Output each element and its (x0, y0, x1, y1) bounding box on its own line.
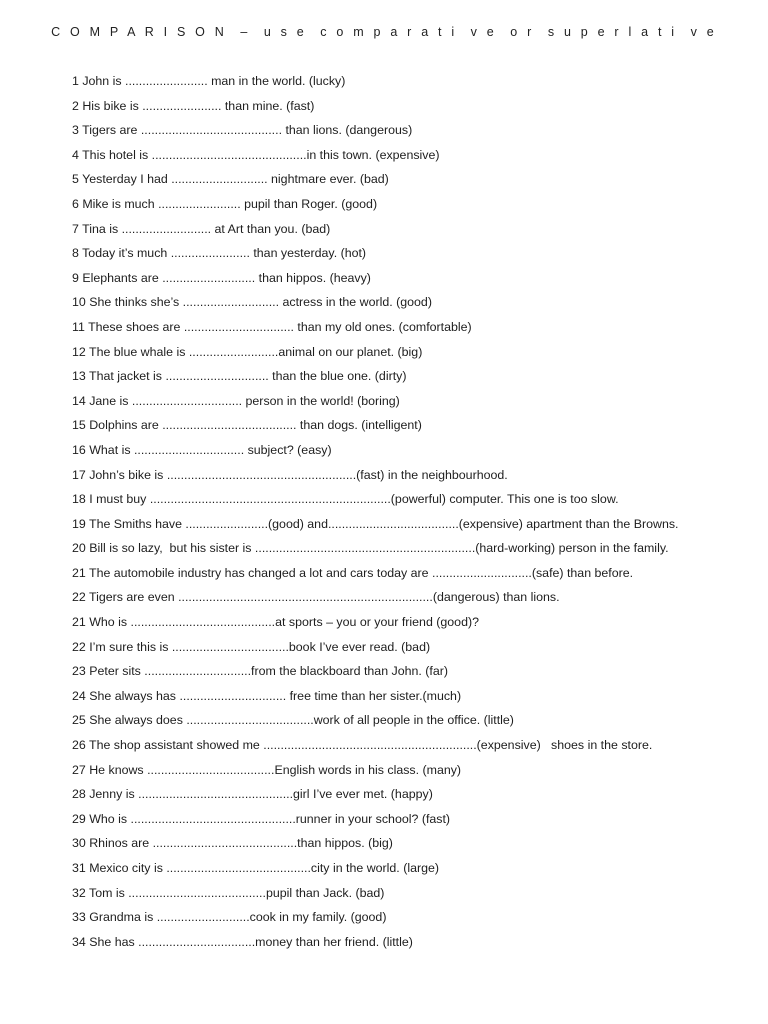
exercise-item: 22 Tigers are even ..........................................................................(dangerous) than lions. (72, 590, 560, 605)
worksheet-title: C O M P A R I S O N – u s e c o m p a r a t i v e o r s u p e r l a t i v e (51, 25, 717, 39)
exercise-item: 28 Jenny is .............................................girl I’ve ever met. (happy) (72, 787, 433, 802)
exercise-item: 21 The automobile industry has changed a lot and cars today are .............................(safe) than before. (72, 565, 634, 580)
exercise-item: 11 These shoes are ................................ than my old ones. (comfortable) (72, 319, 472, 334)
exercise-item: 3 Tigers are ......................................... than lions. (dangerous) (72, 123, 413, 138)
exercise-item: 33 Grandma is ...........................cook in my family. (good) (72, 910, 387, 925)
exercise-item: 21 Who is ..........................................at sports – you or your friend (good)? (72, 615, 479, 630)
exercise-item: 22 I’m sure this is ..................................book I’ve ever read. (bad) (72, 639, 431, 654)
exercise-item: 29 Who is ................................................runner in your school? (fast) (72, 811, 451, 826)
exercise-item: 30 Rhinos are ..........................................than hippos. (big) (72, 836, 393, 851)
exercise-item: 32 Tom is ........................................pupil than Jack. (bad) (72, 885, 385, 900)
exercise-item: 14 Jane is ................................ person in the world! (boring) (72, 393, 400, 408)
exercise-item: 23 Peter sits ...............................from the blackboard than John. (far) (72, 664, 449, 679)
exercise-item: 16 What is ................................ subject? (easy) (72, 442, 332, 457)
exercise-item: 1 John is ........................ man in the world. (lucky) (72, 74, 346, 88)
exercise-item: 18 I must buy ......................................................................(powerful) computer. This one is too slow. (72, 492, 619, 507)
exercise-item: 24 She always has ............................... free time than her sister.(much) (72, 688, 462, 703)
exercise-item: 7 Tina is .......................... at Art than you. (bad) (72, 221, 331, 236)
exercise-item: 2 His bike is ....................... than mine. (fast) (72, 98, 315, 113)
exercise-item: 6 Mike is much ........................ pupil than Roger. (good) (72, 196, 378, 211)
exercise-item: 26 The shop assistant showed me ..............................................................(expensive) shoes in the store. (72, 738, 653, 753)
exercise-item: 20 Bill is so lazy, but his sister is ................................................................(hard-working) person in the family. (72, 541, 669, 556)
exercise-item: 12 The blue whale is ..........................animal on our planet. (big) (72, 344, 423, 359)
exercise-item: 34 She has ..................................money than her friend. (little) (72, 934, 413, 949)
exercise-list (72, 72, 679, 957)
exercise-item: 5 Yesterday I had ............................ nightmare ever. (bad) (72, 172, 389, 187)
exercise-item: 13 That jacket is .............................. than the blue one. (dirty) (72, 369, 407, 384)
exercise-item: 27 He knows .....................................English words in his class. (many) (72, 762, 462, 777)
exercise-item: 31 Mexico city is ..........................................city in the world. (large) (72, 861, 440, 875)
exercise-item: 17 John’s bike is .......................................................(fast) in the neighbourhood. (72, 467, 508, 482)
exercise-item: 4 This hotel is .............................................in this town. (expensive) (72, 147, 440, 162)
exercise-item: 19 The Smiths have ........................(good) and......................................(expensive) apartment than the Browns. (72, 516, 679, 531)
exercise-item: 15 Dolphins are ....................................... than dogs. (intelligent) (72, 418, 422, 433)
exercise-item: 8 Today it’s much ....................... than yesterday. (hot) (72, 246, 367, 261)
exercise-item: 10 She thinks she’s ............................ actress in the world. (good) (72, 295, 432, 310)
exercise-item: 25 She always does .....................................work of all people in the office. (little) (72, 713, 514, 728)
exercise-item: 9 Elephants are ........................... than hippos. (heavy) (72, 270, 371, 285)
